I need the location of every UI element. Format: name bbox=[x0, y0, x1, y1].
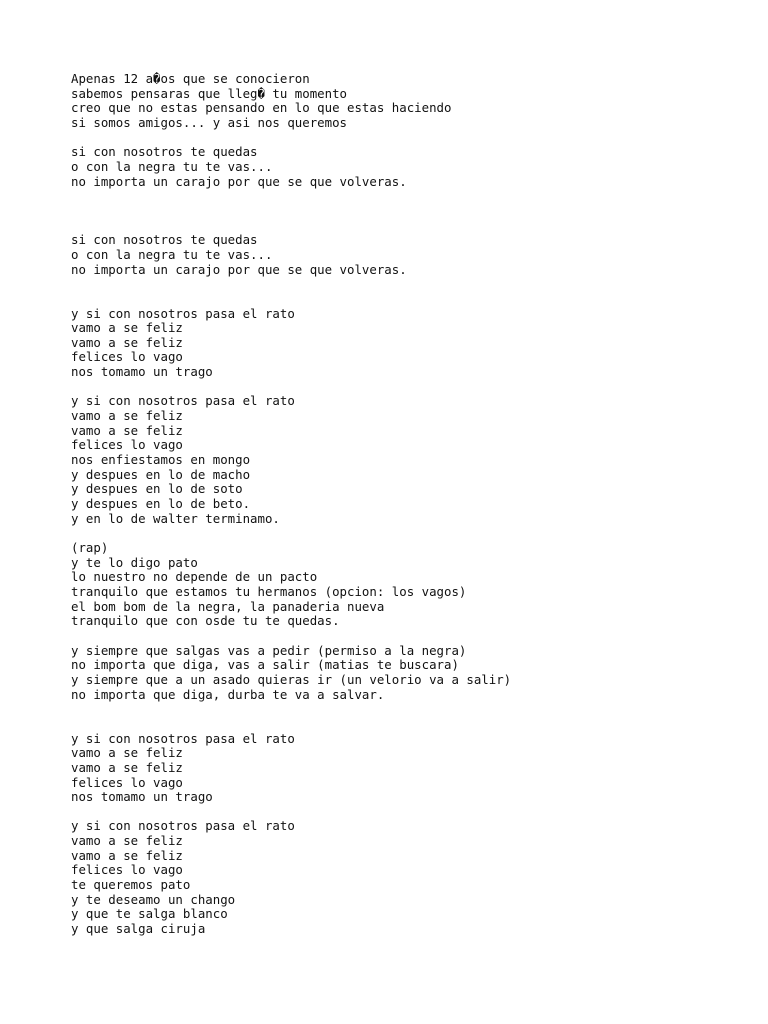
text-line bbox=[71, 292, 511, 307]
text-line: y si con nosotros pasa el rato bbox=[71, 305, 295, 321]
text-line bbox=[71, 189, 511, 204]
text-line: y si con nosotros pasa el rato bbox=[71, 818, 295, 834]
text-line: y despues en lo de macho bbox=[71, 466, 251, 482]
text-line: felices lo vago bbox=[71, 862, 183, 878]
text-line: nos enfiestamos en mongo bbox=[71, 452, 251, 468]
text-line: vamo a se feliz bbox=[71, 833, 183, 849]
text-line: vamo a se feliz bbox=[71, 745, 183, 761]
text-line: y en lo de walter terminamo. bbox=[71, 510, 280, 526]
text-line: el bom bom de la negra, la panaderia nueva bbox=[71, 598, 385, 614]
text-line: no importa que diga, durba te va a salvar. bbox=[71, 686, 385, 702]
text-line: Apenas 12 a�os que se conocieron bbox=[71, 71, 310, 86]
text-line: o con la negra tu te vas... bbox=[71, 158, 273, 174]
text-line bbox=[71, 702, 511, 717]
text-line: felices lo vago bbox=[71, 349, 183, 365]
text-line: y siempre que a un asado quieras ir (un velorio va a salir) bbox=[71, 671, 512, 687]
text-line: felices lo vago bbox=[71, 437, 183, 453]
text-line bbox=[71, 131, 511, 146]
text-line: y que salga ciruja bbox=[71, 921, 206, 937]
text-line: tranquilo que estamos tu hermanos (opcion: los vagos) bbox=[71, 583, 467, 599]
text-line bbox=[71, 526, 511, 541]
text-line: vamo a se feliz bbox=[71, 320, 183, 336]
text-line: si con nosotros te quedas bbox=[71, 144, 258, 160]
text-line bbox=[71, 380, 511, 395]
text-line: y siempre que salgas vas a pedir (permiso a la negra) bbox=[71, 642, 467, 658]
text-line: nos tomamo un trago bbox=[71, 789, 213, 805]
text-line: si somos amigos... y asi nos queremos bbox=[71, 114, 348, 130]
text-line bbox=[71, 629, 511, 644]
text-line: nos tomamo un trago bbox=[71, 364, 213, 380]
text-line: si con nosotros te quedas bbox=[71, 232, 258, 248]
text-line: sabemos pensaras que lleg� tu momento bbox=[71, 85, 348, 101]
text-line: y si con nosotros pasa el rato bbox=[71, 730, 295, 746]
text-line: y despues en lo de soto bbox=[71, 481, 243, 497]
lyrics-text bbox=[71, 72, 511, 937]
text-line bbox=[71, 277, 511, 292]
text-line: lo nuestro no depende de un pacto bbox=[71, 569, 318, 585]
text-line: o con la negra tu te vas... bbox=[71, 246, 273, 262]
text-line: vamo a se feliz bbox=[71, 759, 183, 775]
text-line: no importa un carajo por que se que volveras. bbox=[71, 173, 407, 189]
text-line: vamo a se feliz bbox=[71, 422, 183, 438]
text-line: y te lo digo pato bbox=[71, 554, 198, 570]
text-line: vamo a se feliz bbox=[71, 334, 183, 350]
text-line: tranquilo que con osde tu te quedas. bbox=[71, 613, 340, 629]
text-line: y despues en lo de beto. bbox=[71, 496, 251, 512]
text-line: y si con nosotros pasa el rato bbox=[71, 393, 295, 409]
text-line: y te deseamo un chango bbox=[71, 891, 236, 907]
text-line: no importa un carajo por que se que volveras. bbox=[71, 261, 407, 277]
text-line: vamo a se feliz bbox=[71, 847, 183, 863]
text-line bbox=[71, 717, 511, 732]
text-line bbox=[71, 805, 511, 820]
text-line: (rap) bbox=[71, 540, 109, 555]
text-line: no importa que diga, vas a salir (matias te buscara) bbox=[71, 657, 459, 673]
text-line: vamo a se feliz bbox=[71, 408, 183, 424]
text-line bbox=[71, 204, 511, 219]
text-line: y que te salga blanco bbox=[71, 906, 228, 922]
text-line bbox=[71, 219, 511, 234]
text-line: te queremos pato bbox=[71, 877, 191, 893]
text-line: felices lo vago bbox=[71, 774, 183, 790]
text-line: creo que no estas pensando en lo que estas haciendo bbox=[71, 100, 452, 116]
